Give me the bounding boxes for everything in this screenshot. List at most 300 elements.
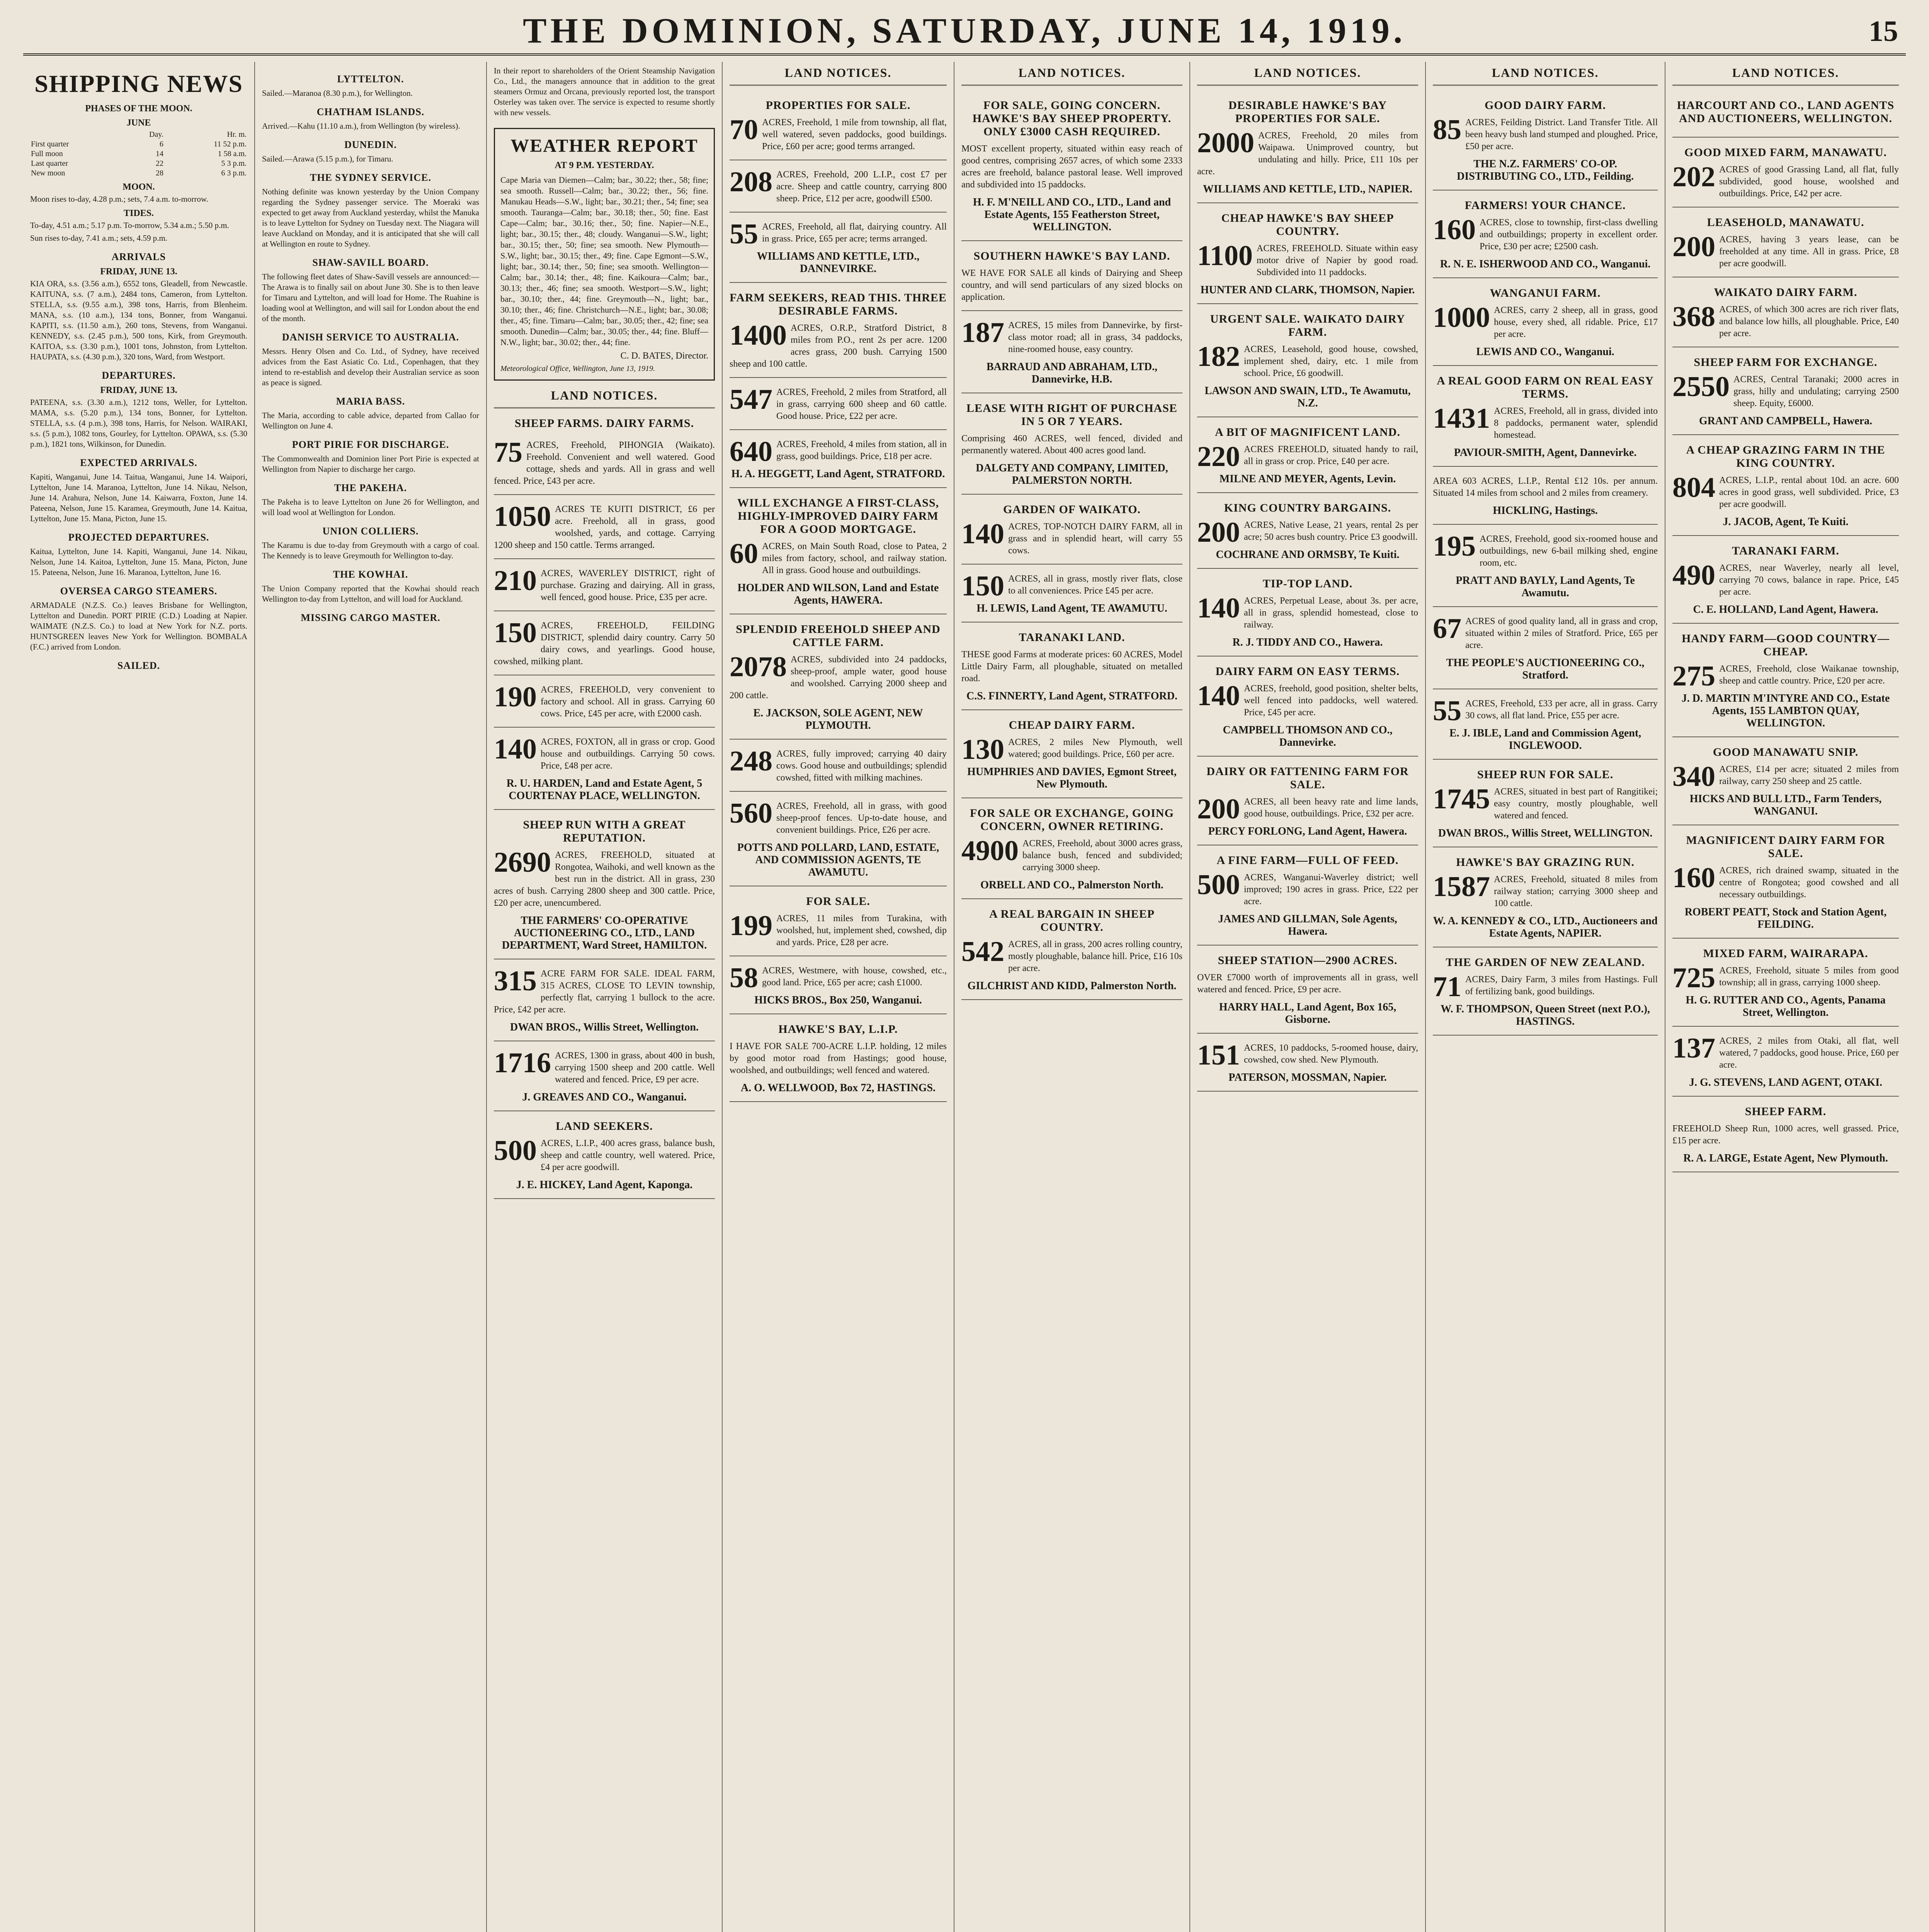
ad-agent: GRANT AND CAMPBELL, Hawera.	[1699, 415, 1873, 427]
ad-title: SHEEP RUN FOR SALE.	[1477, 768, 1614, 781]
ad-description: MOST excellent property, situated within easy reach of good centres, comprising 2657 acres, of which some 2333 acres are freehold, balance pastoral lease. Well improved and subdivided into 15 paddocks.	[961, 144, 1182, 190]
ad-body	[730, 218, 947, 250]
ad-body	[1672, 371, 1899, 410]
land-advertisement	[1433, 94, 1658, 190]
ad-agent: LAWSON AND SWAIN, LTD., Te Awamutu, N.Z.	[1204, 385, 1411, 409]
land-notices-heading: LAND NOTICES.	[1197, 66, 1418, 86]
ad-description: ACRES, FOXTON, all in grass or crop. Good house and outbuildings. Carrying 50 cows. Price, £48 per acre.	[541, 737, 715, 771]
ad-acreage: 58	[730, 962, 758, 994]
ad-title: A CHEAP GRAZING FARM IN THE KING COUNTRY.	[1686, 444, 1885, 469]
moon-phase: New moon	[31, 169, 65, 177]
ad-description: ACRES, FREEHOLD, situated at Rongotea, Waihoki, and well known as the best run in the district. All in grass, 230 acres of bush. Carrying 2800 sheep and 300 cattle. Price, £20 per acre, unencumbered.	[494, 850, 715, 908]
sheep-farms-heading: SHEEP FARMS. DAIRY FARMS.	[514, 417, 694, 430]
land-advertisement	[730, 743, 947, 792]
moon-phases-heading: PHASES OF THE MOON.	[85, 104, 192, 114]
ad-title: LEASE WITH RIGHT OF PURCHASE IN 5 OR 7 YEARS.	[966, 402, 1177, 428]
land-notices-heading: LAND NOTICES.	[961, 66, 1182, 86]
ad-acreage: 150	[494, 617, 537, 649]
ad-description: ACRES, close to township, first-class dwelling and outbuildings; property in excellent order. Price, £30 per acre; £2500 cash.	[1480, 218, 1658, 252]
ad-list	[730, 94, 947, 1102]
ad-agent: W. A. KENNEDY & CO., LTD., Auctioneers and Estate Agents, NAPIER.	[1433, 915, 1658, 939]
ad-agent: HICKS AND BULL LTD., Farm Tenders, WANGANUI.	[1689, 793, 1882, 817]
missing-cargo-heading: MISSING CARGO MASTER.	[301, 612, 441, 623]
ad-description: ACRES, Leasehold, good house, cowshed, implement shed, dairy, etc. 1 mile from school. Price, £6 goodwill.	[1244, 344, 1418, 378]
ad-acreage: 202	[1672, 161, 1715, 193]
ad-acreage: 208	[730, 166, 772, 198]
ad-body	[1433, 475, 1658, 499]
masthead	[23, 8, 1906, 56]
ad-agent: E. J. IBLE, Land and Commission Agent, INGLEWOOD.	[1449, 727, 1642, 752]
ad-acreage: 542	[961, 936, 1004, 968]
ad-title: LAND SEEKERS.	[556, 1120, 653, 1133]
ad-body	[1672, 962, 1899, 994]
ad-title: THE GARDEN OF NEW ZEALAND.	[1446, 956, 1645, 969]
ad-title: PROPERTIES FOR SALE.	[765, 99, 911, 112]
oversea-heading: OVERSEA CARGO STEAMERS.	[60, 585, 218, 597]
ad-acreage: 199	[730, 910, 772, 942]
maria-heading: MARIA BASS.	[336, 396, 405, 407]
ad-title: GOOD MANAWATU SNIP.	[1713, 746, 1859, 759]
moon-time: 5 3 p.m.	[221, 159, 247, 168]
ad-body	[730, 114, 947, 153]
land-advertisement	[730, 618, 947, 740]
ad-body	[730, 166, 947, 205]
land-advertisement	[1433, 529, 1658, 607]
ad-title: FARMERS! YOUR CHANCE.	[1465, 199, 1626, 212]
ad-description: ACRES FREEHOLD, situated handy to rail, all in grass or crop. Price, £40 per acre.	[1244, 444, 1418, 466]
masthead-title: THE DOMINION, SATURDAY, JUNE 14, 1919.	[523, 11, 1406, 50]
moon-table-row	[30, 168, 247, 178]
land-advertisement	[1672, 942, 1899, 1027]
ad-acreage: 500	[1197, 869, 1240, 901]
moon-table	[30, 130, 247, 178]
ad-description: ACRES, Native Lease, 21 years, rental 2s per acre; 50 acres bush country. Price £3 goodwill.	[1244, 520, 1418, 542]
ad-acreage: 187	[961, 317, 1004, 349]
ad-description: FREEHOLD Sheep Run, 1000 acres, well grassed. Price, £15 per acre.	[1672, 1124, 1899, 1146]
ad-acreage: 70	[730, 114, 758, 146]
land-advertisement	[1672, 439, 1899, 536]
chatham-text: Arrived.—Kahu (11.10 a.m.), from Wellington (by wireless).	[262, 121, 460, 131]
ad-acreage: 55	[730, 218, 758, 250]
moon-time: 6 3 p.m.	[221, 169, 247, 177]
ad-description: ACRES, TOP-NOTCH DAIRY FARM, all in grass and in splendid heart, will carry 55 cows.	[1008, 522, 1182, 556]
land-advertisement	[1672, 540, 1899, 624]
dunedin-text: Sailed.—Arawa (5.15 p.m.), for Timaru.	[262, 154, 393, 163]
ad-agent: HUNTER AND CLARK, THOMSON, Napier.	[1200, 284, 1415, 296]
ad-agent: W. F. THOMPSON, Queen Street (next P.O.), HASTINGS.	[1441, 1003, 1650, 1027]
column-land-notices-5	[1665, 62, 1906, 1932]
projected-departures-heading: PROJECTED DEPARTURES.	[68, 532, 209, 543]
ad-title: GARDEN OF WAIKATO.	[1003, 503, 1141, 516]
land-advertisement	[961, 315, 1182, 393]
ad-list	[1433, 94, 1658, 1036]
ad-acreage: 725	[1672, 962, 1715, 994]
ad-body	[1672, 474, 1899, 510]
land-advertisement	[494, 731, 715, 810]
ad-description: ACRES, L.I.P., 400 acres grass, balance bush, sheep and cattle country, well watered. Price, £4 per acre goodwill.	[541, 1138, 715, 1172]
ad-acreage: 200	[1197, 517, 1240, 548]
ad-agent: THE FARMERS' CO-OPERATIVE AUCTIONEERING CO., LTD., LAND DEPARTMENT, Ward Street, HAMILTON.	[502, 915, 707, 951]
land-advertisement	[1433, 764, 1658, 847]
land-notices-heading: LAND NOTICES.	[730, 66, 947, 86]
land-advertisement	[494, 963, 715, 1041]
ad-acreage: 2078	[730, 651, 787, 683]
ad-title: HANDY FARM—GOOD COUNTRY—CHEAP.	[1682, 632, 1890, 658]
ad-body	[961, 649, 1182, 685]
land-advertisement	[1197, 497, 1418, 569]
oversea-text: ARMADALE (N.Z.S. Co.) leaves Brisbane for Wellington, Lyttelton and Dunedin. PORT PIRIE (C.D.) Loading at Napier. WAIMATE (N.Z.S. Co.) to load at New York for N.Z. ports. HUNTSGREEN leaves New York for Wellington. BOMBALA (F.C.) arrived from London.	[30, 600, 247, 651]
weather-subtitle: AT 9 P.M. YESTERDAY.	[555, 160, 654, 170]
ad-acreage: 500	[494, 1135, 537, 1167]
ad-description: ACRES, Freehold, 4 miles from station, all in grass, good buildings. Price, £18 per acre.	[776, 439, 947, 461]
ad-title: DAIRY FARM ON EASY TERMS.	[1215, 665, 1400, 678]
ad-title: WILL EXCHANGE A FIRST-CLASS, HIGHLY-IMPROVED DAIRY FARM FOR A GOOD MORTGAGE.	[737, 497, 939, 536]
ad-description: ACRES, Feilding District. Land Transfer Title. All been heavy bush land stumped and ploughed. Price, £50 per acre.	[1465, 117, 1658, 151]
ad-body	[494, 565, 715, 604]
ad-body	[494, 439, 715, 487]
ad-agent: THE N.Z. FARMERS' CO-OP. DISTRIBUTING CO., LTD., Feilding.	[1457, 158, 1634, 182]
ad-title: A REAL GOOD FARM ON REAL EASY TERMS.	[1437, 374, 1654, 400]
ad-title: TARANAKI LAND.	[1019, 631, 1125, 644]
ad-body	[1672, 231, 1899, 270]
ad-description: ACRES, Freehold, all in grass, divided into 8 paddocks, permanent water, splendid homestead.	[1494, 406, 1658, 440]
ad-acreage: 195	[1433, 531, 1476, 562]
ad-description: ACRES, Freehold, £33 per acre, all in grass. Carry 30 cows, all flat land. Price, £55 per acre.	[1465, 699, 1658, 721]
ad-description: ACRES, situated in best part of Rangitikei; easy country, mostly ploughable, well watered and fenced.	[1494, 787, 1658, 821]
ad-title: TARANAKI FARM.	[1732, 544, 1839, 557]
ad-agent: JAMES AND GILLMAN, Sole Agents, Hawera.	[1218, 913, 1397, 937]
ad-agent: J. E. HICKEY, Land Agent, Kaponga.	[516, 1179, 693, 1191]
ad-description: ACRES, Freehold, all flat, dairying country. All in grass. Price, £65 per acre; terms arranged.	[762, 222, 947, 244]
land-advertisement	[494, 1115, 715, 1199]
ad-acreage: 4900	[961, 835, 1019, 867]
ad-description: ACRES, Freehold, all in grass, with good sheep-proof fences. Up-to-date house, and convenient buildings. Price, £26 per acre.	[776, 801, 947, 835]
ad-body	[730, 386, 947, 422]
tides-heading: TIDES.	[123, 208, 154, 218]
land-advertisement	[494, 435, 715, 495]
ad-description: ACRES, Freehold, situate 5 miles from good township; all in grass, carrying 1000 sheep.	[1719, 966, 1899, 988]
ad-agent: DWAN BROS., Willis Street, Wellington.	[510, 1021, 699, 1033]
land-advertisement	[730, 94, 947, 160]
land-advertisement	[1197, 421, 1418, 493]
arrivals-text: KIA ORA, s.s. (3.56 a.m.), 6552 tons, Gleadell, from Newcastle. KAITUNA, s.s. (7 a.m.), 2484 tons, Cameron, from Lyttelton. STELLA, s.s. (9.55 a.m.), 398 tons, Harris, from Blenheim. MANA, s.s. (10 a.m.), 134 tons, Bonner, from Wanganui. KAPITI, s.s. (11.50 a.m.), 260 tons, Stevens, from Wanganui. KENNEDY, s.s. (2.45 p.m.), 500 tons, Kirk, from Greymouth. KAITOA, s.s. (3.30 p.m.), 1001 tons, Johnston, from Lyttelton. HAUPATA, s.s. (4.30 p.m.), 320 tons, Ward, from Westport.	[30, 279, 247, 361]
land-notices-heading: LAND NOTICES.	[1672, 66, 1899, 86]
ad-acreage: 315	[494, 965, 537, 997]
ad-agent: WILLIAMS AND KETTLE, LTD., DANNEVIRKE.	[757, 250, 920, 275]
ad-agent: R. U. HARDEN, Land and Estate Agent, 5 COURTENAY PLACE, WELLINGTON.	[506, 777, 703, 802]
ad-acreage: 200	[1672, 231, 1715, 263]
ad-acreage: 160	[1433, 214, 1476, 246]
ad-description: ACRES, WAVERLEY DISTRICT, right of purchase. Grazing and dairying. All in grass, well fenced, good house. Price, £35 per acre.	[541, 568, 715, 602]
pakeha-heading: THE PAKEHA.	[334, 482, 407, 493]
ad-body	[1197, 1039, 1418, 1071]
ad-body	[1672, 1123, 1899, 1147]
ad-agent: MILNE AND MEYER, Agents, Levin.	[1219, 473, 1396, 485]
sydney-service-heading: THE SYDNEY SERVICE.	[310, 172, 432, 183]
ad-agent: HICKS BROS., Box 250, Wanganui.	[754, 994, 922, 1006]
ad-agent: J. D. MARTIN M'INTYRE AND CO., Estate Agents, 155 LAMBTON QUAY, WELLINGTON.	[1681, 692, 1890, 729]
ad-acreage: 640	[730, 436, 772, 468]
land-advertisement	[1197, 207, 1418, 304]
ad-agent: R. N. E. ISHERWOOD AND CO., Wanganui.	[1440, 258, 1651, 270]
ad-agent: J. JACOB, Agent, Te Kuiti.	[1723, 516, 1849, 528]
ad-body	[961, 835, 1182, 874]
shipping-heading: SHIPPING NEWS	[34, 70, 243, 97]
ad-description: Comprising 460 ACRES, well fenced, divided and permanently watered. About 400 acres good land.	[961, 434, 1182, 456]
land-advertisement	[494, 679, 715, 728]
ad-acreage: 1745	[1433, 783, 1490, 815]
ad-acreage: 368	[1672, 301, 1715, 333]
ad-acreage: 151	[1197, 1039, 1240, 1071]
column-land-notices-4	[1426, 62, 1665, 1932]
ad-acreage: 560	[730, 798, 772, 829]
ad-description: ACRES, 2 miles New Plymouth, well watered; good buildings. Price, £60 per acre.	[1008, 737, 1182, 759]
arrivals-heading: ARRIVALS	[111, 251, 166, 262]
danish-service-text: Messrs. Henry Olsen and Co. Ltd., of Sydney, have received advices from the East Asiatic Co. Ltd., Copenhagen, that they intend to re-establish and develop their Australian service as soon as peace is signed.	[262, 347, 479, 387]
land-advertisement	[730, 492, 947, 614]
weather-body: Cape Maria van Diemen—Calm; bar., 30.22; ther., 58; fine; sea smooth. Russell—Calm; bar., 30.22; ther., 56; fine. Manukau Heads—S.W., light; bar., 30.21; ther., 54; fine; sea smooth. Tauranga—Calm; bar., 30.18; ther., 50; fine. East Cape—Calm; bar., 30.16; ther., 50; fine. Napier—N.E., light; bar., 30.15; ther., 48; cloudy. Wanganui—S.W., light; bar., 30.15; ther., 50; fine; sea smooth. New Plymouth—S.W., light; bar., 30.15; ther., 49; fine. Cape Egmont—S.W., light; bar., 30.14; ther., 50; fine; sea smooth. Wellington—Calm; bar., 30.14; ther., 48; fine. Kaikoura—Calm; bar., 30.13; ther., 46; fine; sea smooth. Westport—S.W., light; bar., 30.10; ther., 44; fine. Greymouth—N., light; bar., 30.10; ther., 46; fine. Christchurch—N.E., light; bar., 30.08; ther., 45; fine. Timaru—Calm; bar., 30.05; ther., 42; fine; sea smooth. Dunedin—Calm; bar., 30.05; ther., 44; fine. Bluff—N.W., light; bar., 30.02; ther., 44; fine.	[500, 175, 708, 347]
union-colliers-text: The Karamu is due to-day from Greymouth with a cargo of coal. The Kennedy is to leave Greymouth for Wellington to-day.	[262, 541, 479, 560]
ad-description: ACRES TE KUITI DISTRICT, £6 per acre. Freehold, all in grass, good woolshed, yards, and cottage. Carrying 1200 sheep and 150 cattle. Terms arranged.	[494, 504, 715, 550]
land-advertisement	[1672, 1100, 1899, 1172]
ad-body	[1672, 161, 1899, 200]
moon-subheading: MOON.	[122, 182, 155, 192]
moon-time: 11 52 p.m.	[214, 140, 247, 148]
land-advertisement	[730, 960, 947, 1014]
ad-agent: A. O. WELLWOOD, Box 72, HASTINGS.	[740, 1082, 936, 1094]
ad-body	[1672, 301, 1899, 340]
ad-body	[1197, 592, 1418, 631]
ad-description: ACRES, carry 2 sheep, all in grass, good house, every shed, all ridable. Price, £17 per acre.	[1494, 305, 1658, 339]
land-advertisement	[494, 563, 715, 611]
ad-acreage: 804	[1672, 472, 1715, 503]
moon-table-row	[30, 149, 247, 159]
ad-acreage: 71	[1433, 971, 1461, 1003]
ad-description: ACRES, Wanganui-Waverley district; well improved; 190 acres in grass. Price, £22 per acre.	[1244, 872, 1418, 906]
ad-acreage: 340	[1672, 761, 1715, 793]
ad-body	[730, 910, 947, 949]
ad-description: I HAVE FOR SALE 700-ACRE L.I.P. holding, 12 miles by good motor road from Hastings; good house, woolshed, and outbuildings; well fenced and watered.	[730, 1041, 947, 1075]
shaw-savill-heading: SHAW-SAVILL BOARD.	[312, 257, 429, 268]
ad-description: ACRES, Freehold, good six-roomed house and outbuildings, new 6-bail milking shed, engine room, etc.	[1480, 534, 1658, 568]
land-advertisement	[1672, 94, 1899, 138]
land-advertisement	[1197, 573, 1418, 656]
moon-table-row	[30, 139, 247, 149]
moon-month: JUNE	[126, 118, 151, 128]
ad-body	[1433, 405, 1658, 441]
ad-description: ACRES, Freehold, 1 mile from township, all flat, well watered, seven paddocks, good buildings. Price, £60 per acre; good terms arranged.	[762, 117, 947, 151]
ad-description: ACRES, all in grass, 200 acres rolling country, mostly ploughable, balance hill. Price, £16 10s per acre.	[1008, 939, 1182, 973]
ad-body	[494, 849, 715, 909]
ad-agent: WILLIAMS AND KETTLE, LTD., NAPIER.	[1203, 183, 1412, 195]
ad-body	[730, 651, 947, 702]
ad-description: ACRES, rich drained swamp, situated in the centre of Rongotea; good cowshed and all necessary outbuildings.	[1719, 866, 1899, 900]
ad-acreage: 67	[1433, 613, 1461, 645]
ad-title: WANGANUI FARM.	[1490, 287, 1601, 299]
ad-description: ACRES, of which 300 acres are rich river flats, and balance low hills, all ploughable. Price, £40 per acre.	[1719, 304, 1899, 338]
ad-description: ACRES, Dairy Farm, 3 miles from Hastings. Full of fertilizing bank, good buildings.	[1465, 975, 1658, 997]
ad-agent: COCHRANE AND ORMSBY, Te Kuiti.	[1216, 549, 1400, 561]
ad-title: MIXED FARM, WAIRARAPA.	[1703, 947, 1868, 960]
ad-body	[961, 433, 1182, 457]
land-advertisement	[961, 568, 1182, 622]
moon-phase: Full moon	[31, 150, 63, 158]
ad-acreage: 1050	[494, 501, 551, 532]
ad-body	[494, 1135, 715, 1173]
ad-body	[730, 962, 947, 994]
ad-body	[1197, 793, 1418, 825]
land-advertisement	[961, 903, 1182, 1000]
ad-description: ACRES of good quality land, all in grass and crop, situated within 2 miles of Stratford. Price, £65 per acre.	[1465, 616, 1658, 650]
ad-title: HAWKE'S BAY GRAZING RUN.	[1456, 856, 1635, 869]
ad-title: SHEEP FARM.	[1745, 1105, 1827, 1118]
land-advertisement	[1672, 351, 1899, 435]
land-advertisement	[494, 1045, 715, 1111]
ad-title: DESIRABLE HAWKE'S BAY PROPERTIES FOR SALE.	[1228, 99, 1387, 125]
ad-title: CHEAP DAIRY FARM.	[1009, 719, 1135, 731]
ad-description: ACRES, FREEHOLD, very convenient to factory and school. All in grass. Carrying 60 cows. Price, £45 per acre, with £2000 cash.	[541, 685, 715, 719]
ad-body	[1433, 971, 1658, 1003]
ad-agent: H. G. RUTTER AND CO., Agents, Panama Street, Wellington.	[1686, 994, 1886, 1019]
maria-text: The Maria, according to cable advice, departed from Callao for Wellington on June 4.	[262, 411, 479, 430]
departures-heading: DEPARTURES.	[102, 370, 176, 381]
ad-body	[1433, 114, 1658, 153]
ad-agent: H. LEWIS, Land Agent, TE AWAMUTU.	[976, 602, 1167, 614]
ad-body	[730, 322, 947, 370]
projected-departures-text: Kaitua, Lyttelton, June 14. Kapiti, Wanganui, June 14. Nikau, Nelson, June 14. Kaitoa, Lyttelton, June 15. Mana, Picton, June 15. Pateena, Nelson, June 16. Maranoa, Lyttelton, June 16.	[30, 547, 247, 577]
ad-description: ACRES, FREEHOLD, FEILDING DISTRICT, splendid dairy country. Carry 50 dairy cows, and yearlings. Good house, cowshed, milking plant.	[494, 621, 715, 667]
ad-title: HAWKE'S BAY, L.I.P.	[778, 1023, 898, 1036]
ad-agent: J. GREAVES AND CO., Wanganui.	[522, 1091, 687, 1103]
ad-title: A BIT OF MAGNIFICENT LAND.	[1215, 426, 1400, 439]
land-advertisement	[1672, 1031, 1899, 1097]
kowhai-heading: THE KOWHAI.	[333, 569, 408, 580]
ad-body	[1433, 304, 1658, 340]
ad-agent: DWAN BROS., Willis Street, WELLINGTON.	[1438, 827, 1653, 839]
ad-title: DAIRY OR FATTENING FARM FOR SALE.	[1206, 765, 1409, 791]
land-advertisement	[494, 615, 715, 675]
ad-acreage: 1716	[494, 1047, 551, 1079]
ad-agent: C.S. FINNERTY, Land Agent, STRATFORD.	[966, 690, 1177, 702]
ad-title: A FINE FARM—FULL OF FEED.	[1216, 854, 1399, 867]
ad-title: URGENT SALE. WAIKATO DAIRY FARM.	[1210, 313, 1405, 338]
ad-description: ACRES, near Waverley, nearly all level, carrying 70 cows, balance in rape. Price, £45 per acre.	[1719, 563, 1899, 597]
moon-table-header	[30, 130, 247, 139]
ad-description: ACRES, 10 paddocks, 5-roomed house, dairy, cowshed, cow shed. New Plymouth.	[1244, 1043, 1418, 1065]
moon-table-row	[30, 159, 247, 168]
ad-acreage: 1431	[1433, 403, 1490, 434]
ad-title: MAGNIFICENT DAIRY FARM FOR SALE.	[1686, 834, 1885, 860]
ad-acreage: 182	[1197, 341, 1240, 372]
arrivals-date: FRIDAY, JUNE 13.	[100, 267, 177, 277]
ad-body	[1433, 871, 1658, 910]
land-advertisement	[1672, 741, 1899, 825]
ad-agent: R. A. LARGE, Estate Agent, New Plymouth.	[1683, 1152, 1888, 1164]
column-land-notices-1	[723, 62, 954, 1932]
ad-description: ACRES, Central Taranaki; 2000 acres in grass, hilly and undulating; carrying 2500 sheep. Equity, £6000.	[1733, 374, 1899, 408]
ad-acreage: 140	[494, 733, 537, 765]
ad-description: ACRES, Freehold, 200 L.I.P., cost £7 per acre. Sheep and cattle country, carrying 800 sheep. Price, £12 per acre, goodwill £500.	[776, 170, 947, 204]
ad-body	[494, 503, 715, 551]
moon-table-header-cell: Hr. m.	[227, 130, 247, 139]
moon-day: 22	[155, 159, 163, 168]
pakeha-text: The Pakeha is to leave Lyttelton on June 26 for Wellington, and will load wool at Wellington for London.	[262, 497, 479, 517]
ad-body	[1197, 341, 1418, 379]
ad-description: ACRES, Freehold, about 3000 acres grass, balance bush, fenced and subdivided; carrying 3000 sheep.	[1022, 838, 1182, 872]
ad-body	[961, 143, 1182, 191]
kowhai-text: The Union Company reported that the Kowhai should reach Wellington to-day from Lyttelton, and will load for Auckland.	[262, 584, 479, 604]
ad-description: ACRES, L.I.P., rental about 10d. an acre. 600 acres in good grass, well subdivided. Price, £3 per acre goodwill.	[1719, 475, 1899, 509]
moon-day: 14	[155, 150, 163, 158]
land-advertisement	[1433, 611, 1658, 689]
moon-table-header-cell: Day.	[149, 130, 163, 139]
moon-phase: Last quarter	[31, 159, 68, 168]
ad-list	[1197, 94, 1418, 1092]
ad-agent: PATERSON, MOSSMAN, Napier.	[1228, 1071, 1387, 1083]
land-advertisement	[961, 626, 1182, 710]
land-advertisement	[1197, 849, 1418, 946]
ad-title: SPLENDID FREEHOLD SHEEP AND CATTLE FARM.	[736, 623, 941, 649]
ad-body	[730, 1041, 947, 1077]
land-advertisement	[1433, 370, 1658, 467]
danish-service-heading: DANISH SERVICE TO AUSTRALIA.	[282, 332, 459, 343]
ad-body	[961, 267, 1182, 303]
ad-body	[1433, 695, 1658, 727]
land-advertisement	[1433, 471, 1658, 525]
land-advertisement	[1197, 760, 1418, 845]
port-pirie-heading: PORT PIRIE FOR DISCHARGE.	[292, 439, 449, 450]
ad-agent: H. A. HEGGETT, Land Agent, STRATFORD.	[731, 468, 945, 480]
land-advertisement	[1672, 141, 1899, 207]
ad-body	[494, 1047, 715, 1086]
ad-body	[494, 733, 715, 772]
land-notices-heading: LAND NOTICES.	[494, 388, 715, 408]
land-advertisement	[961, 94, 1182, 241]
ad-acreage: 140	[1197, 680, 1240, 712]
tides-text: To-day, 4.51 a.m.; 5.17 p.m. To-morrow, 5.34 a.m.; 5.50 p.m.	[30, 221, 229, 230]
land-advertisement	[1672, 211, 1899, 277]
ad-title: FOR SALE, GOING CONCERN. HAWKE'S BAY SHEEP PROPERTY. ONLY £3000 CASH REQUIRED.	[972, 99, 1172, 138]
ad-description: ACRES, having 3 years lease, can be freeholded at any time. All in grass. Price, £8 per acre goodwill.	[1719, 235, 1899, 269]
land-advertisement	[1433, 851, 1658, 947]
ad-acreage: 1587	[1433, 871, 1490, 903]
ad-description: ACRES, 2 miles from Otaki, all flat, well watered, 7 paddocks, good house. Price, £60 per acre.	[1719, 1036, 1899, 1070]
ad-agent: GILCHRIST AND KIDD, Palmerston North.	[967, 980, 1177, 992]
ad-acreage: 248	[730, 745, 772, 777]
ad-acreage: 210	[494, 565, 537, 597]
ad-agent: BARRAUD AND ABRAHAM, LTD., Dannevirke, H.B.	[986, 361, 1158, 385]
ad-description: ACRES, all in grass, mostly river flats, close to all conveniences. Price £45 per acre.	[1008, 574, 1182, 596]
ad-description: ACRES, Westmere, with house, cowshed, etc., good land. Price, £65 per acre; cash £1000.	[762, 966, 947, 988]
ad-title: FOR SALE.	[806, 895, 870, 908]
ad-body	[1433, 214, 1658, 253]
ad-body	[1672, 562, 1899, 598]
weather-signature: C. D. BATES, Director.	[620, 351, 708, 361]
page-number: 15	[1869, 15, 1898, 48]
ad-title: CHEAP HAWKE'S BAY SHEEP COUNTRY.	[1221, 212, 1394, 238]
ad-body	[1672, 862, 1899, 901]
ad-description: ACRES, fully improved; carrying 40 dairy cows. Good house and outbuildings; splendid cowshed, fitted with milking machines.	[776, 749, 947, 783]
union-colliers-heading: UNION COLLIERS.	[322, 526, 419, 537]
ad-body	[1197, 680, 1418, 719]
ad-acreage: 490	[1672, 560, 1715, 591]
ad-agent: PAVIOUR-SMITH, Agent, Dannevirke.	[1454, 447, 1637, 459]
land-advertisement	[494, 499, 715, 559]
ad-description: ACRES, Freehold, 20 miles from Waipawa. Unimproved country, but undulating and hilly. Price, £11 10s per acre.	[1197, 131, 1418, 177]
land-advertisement	[730, 890, 947, 956]
ad-description: ACRES, £14 per acre; situated 2 miles from railway, carry 250 sheep and 25 cattle.	[1719, 764, 1899, 786]
ad-description: ACRES, Freehold, situated 8 miles from railway station; carrying 3000 sheep and 100 cattle.	[1494, 874, 1658, 908]
